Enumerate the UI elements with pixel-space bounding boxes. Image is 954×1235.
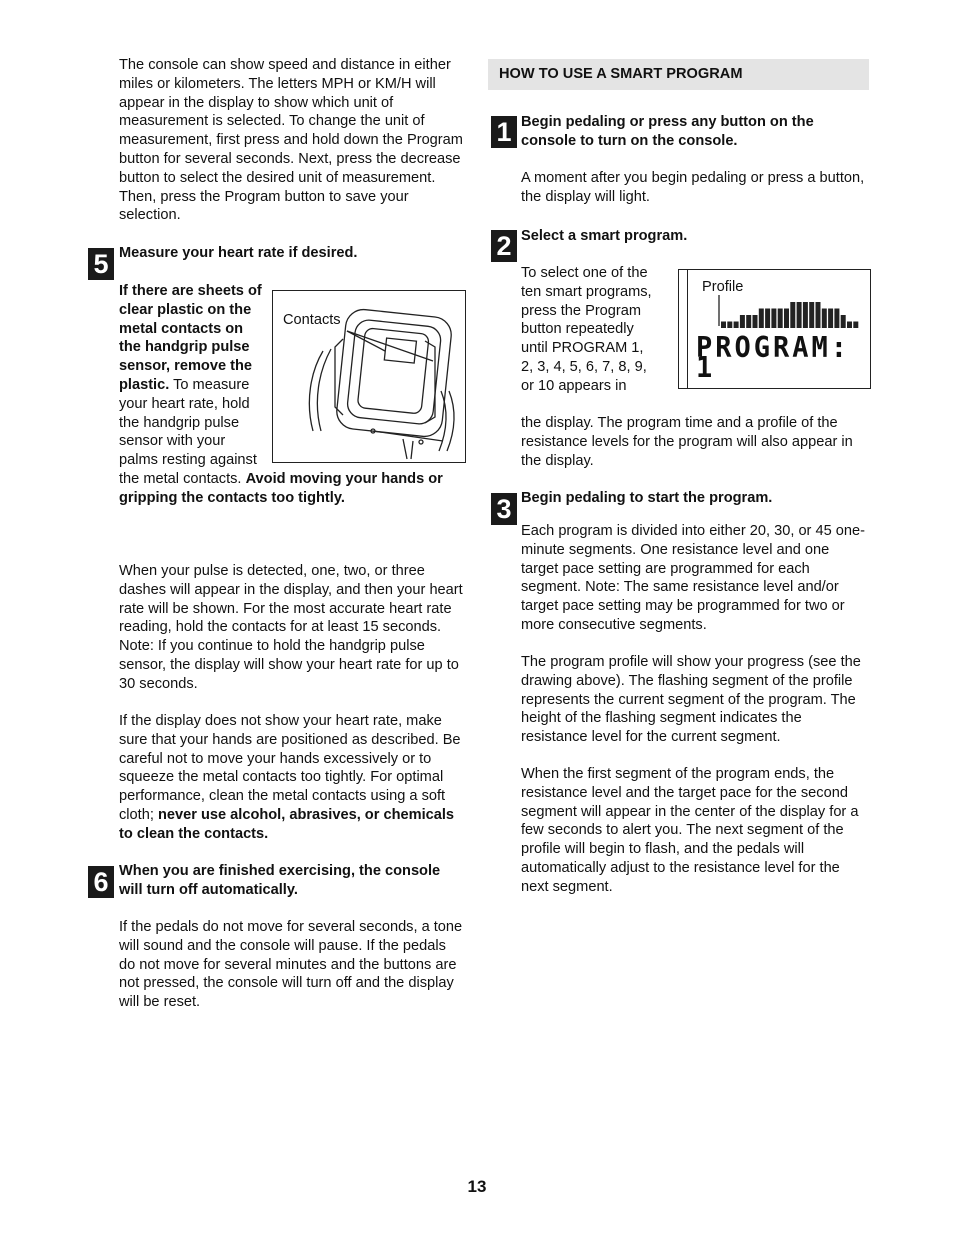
plastic-warning: If there are sheets of clear plastic on the metal contacts on the handgrip pulse sensor, remove the plastic. bbox=[119, 283, 262, 393]
step-5-heading: Measure your heart rate if desired. bbox=[119, 245, 358, 261]
step-3-paragraph-2: The program profile will show your progress (see the drawing above). The flashing segment of the profile represents the current segment of the program. The height of the flashing segment indicates the resistance level for the current segment. bbox=[521, 654, 861, 746]
profile-segment-bar bbox=[759, 309, 764, 329]
step-5-body bbox=[119, 282, 466, 508]
troubleshoot-paragraph bbox=[119, 712, 468, 844]
profile-segment-bar bbox=[790, 302, 795, 328]
step-3-paragraph-1: Each program is divided into either 20, 30, or 45 one-minute segments. One resistance level and one target pace setting are programmed for each segment. Note: The same resistance level and/or target pace setting may be programmed for two or more consecutive segments. bbox=[521, 523, 865, 633]
profile-segment-bar bbox=[734, 322, 739, 329]
step-1-paragraph: A moment after you begin pedaling or press a button, the display will light. bbox=[521, 170, 865, 205]
profile-segment-bar bbox=[822, 309, 827, 329]
profile-segment-bar bbox=[797, 302, 802, 328]
profile-segment-bar bbox=[753, 315, 758, 328]
step-3-paragraph-3: When the first segment of the program ends, the resistance level and the target pace for the second segment will appear in the center of the display for a few seconds to alert you. The next segment of the profile will begin to flash, and the pedals will automatically adjust to the resistance level for the next segment. bbox=[521, 766, 859, 895]
profile-segment-bar bbox=[778, 309, 783, 329]
profile-segment-bar bbox=[841, 315, 846, 328]
step-1-heading: Begin pedaling or press any button on the console to turn on the console. bbox=[521, 114, 814, 149]
measure-instructions: To measure your heart rate, hold the handgrip pulse sensor with your palms resting against the metal contacts. bbox=[119, 376, 257, 487]
profile-segment-bar bbox=[771, 309, 776, 329]
section-header bbox=[488, 59, 869, 90]
profile-segment-bar bbox=[828, 309, 833, 329]
section-title: HOW TO USE A SMART PROGRAM bbox=[499, 66, 743, 82]
step-2-wrap-text: To select one of the ten smart programs, press the Program button repeatedly until PROGRAM 1, 2, 3, 4, 5, 6, 7, 8, 9, or 10 appears in bbox=[521, 265, 652, 394]
page-number: 13 bbox=[467, 1177, 487, 1196]
cleaning-warning: never use alcohol, abrasives, or chemicals to clean the contacts. bbox=[119, 806, 455, 842]
profile-segment-bar bbox=[727, 322, 732, 329]
profile-segment-bar bbox=[746, 315, 751, 328]
step-2-heading: Select a smart program. bbox=[521, 228, 688, 244]
step-5-number: 5 bbox=[88, 248, 114, 280]
profile-segment-bar bbox=[816, 302, 821, 328]
avoid-warning: Avoid moving your hands or gripping the contacts too tightly. bbox=[119, 470, 443, 506]
step-6-heading: When you are finished exercising, the console will turn off automatically. bbox=[119, 863, 441, 898]
profile-segment-bar bbox=[834, 309, 839, 329]
step-3-number: 3 bbox=[491, 493, 517, 525]
profile-segment-bar bbox=[853, 322, 858, 329]
profile-segment-bar bbox=[765, 309, 770, 329]
profile-segment-bar bbox=[809, 302, 814, 328]
profile-label: Profile bbox=[702, 279, 744, 295]
profile-segment-bar bbox=[721, 322, 726, 329]
handgrip-drawing bbox=[273, 291, 465, 462]
intro-paragraph: The console can show speed and distance in either miles or kilometers. The letters MPH or KM/H will appear in the display to show which unit of measurement is selected. To change the unit of measurement, first press and hold down the Program button for several seconds. Next, press the decrease button to select the desired unit of measurement. Then, press the Program button to save your selection. bbox=[119, 57, 463, 224]
pulse-paragraph: When your pulse is detected, one, two, or three dashes will appear in the display, and then your heart rate will be shown. For the most accurate heart rate reading, hold the contacts for at least 15 seconds. Note: If you continue to hold the handgrip pulse sensor, the display will show your heart rate for up to 30 seconds. bbox=[119, 563, 463, 692]
step-6-number: 6 bbox=[88, 866, 114, 898]
step-3-heading: Begin pedaling to start the program. bbox=[521, 490, 773, 506]
profile-segment-bar bbox=[803, 302, 808, 328]
step-1-number: 1 bbox=[491, 116, 517, 148]
display-program-text: PROGRAM: 1 bbox=[696, 331, 851, 384]
profile-segment-bar bbox=[847, 322, 852, 329]
troubleshoot-text: If the display does not show your heart rate, make sure that your hands are positioned as described. Be careful not to move your hands excessively or to squeeze the metal contacts too tightly. For optimal performance, clean the metal contacts using a soft cloth; bbox=[119, 713, 461, 823]
step-2-full-text: the display. The program time and a profile of the resistance levels for the program will also appear in the display. bbox=[521, 415, 853, 469]
contacts-label: Contacts bbox=[283, 312, 341, 328]
step-2-number: 2 bbox=[491, 230, 517, 262]
handgrip-figure bbox=[272, 290, 466, 463]
console-display bbox=[678, 269, 871, 389]
step-6-paragraph: If the pedals do not move for several seconds, a tone will sound and the console will pause. If the pedals do not move for several minutes and the buttons are not pressed, the console will turn off and the display will be reset. bbox=[119, 919, 463, 1011]
profile-segment-bar bbox=[740, 315, 745, 328]
profile-segment-bar bbox=[784, 309, 789, 329]
